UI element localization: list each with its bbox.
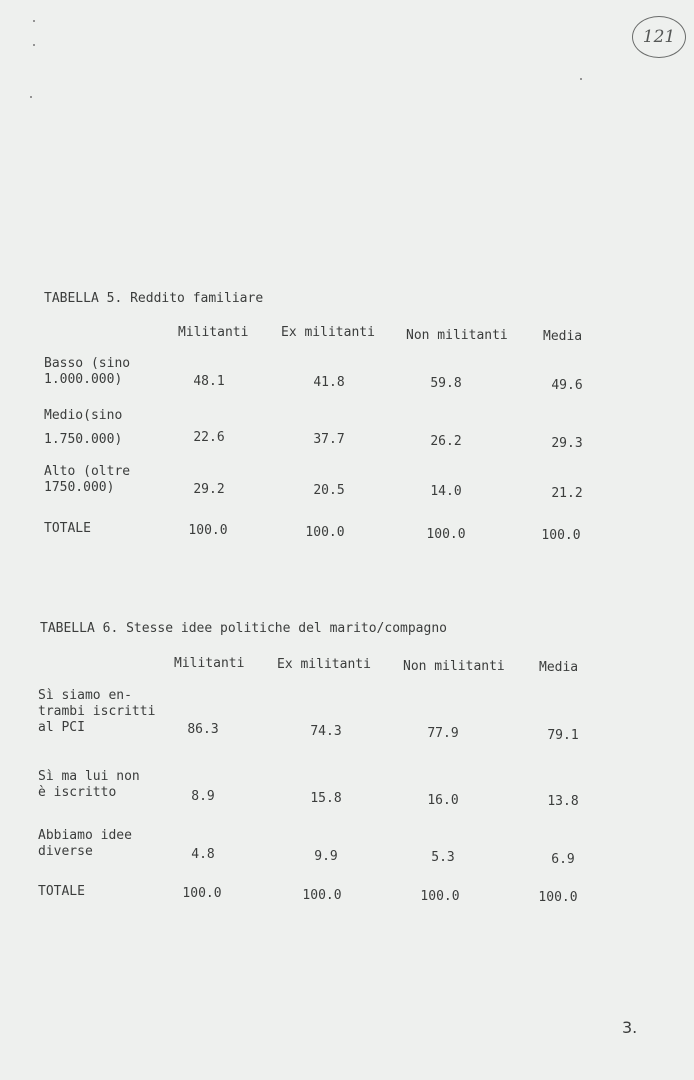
page-number: 3.: [622, 1018, 638, 1037]
table6-header-media: Media: [539, 660, 579, 675]
table5-row-label-basso: Basso (sino 1.000.000): [44, 356, 131, 387]
table5-cell: 14.0: [430, 484, 462, 499]
table6-cell: 5.3: [431, 850, 455, 865]
table5-row-label-totale: TOTALE: [44, 521, 91, 536]
paper-speck: [580, 78, 582, 80]
table5-cell: 21.2: [551, 486, 583, 501]
table5-cell: 41.8: [313, 375, 345, 390]
table5-cell: 49.6: [551, 378, 583, 393]
table5-cell: 29.3: [551, 436, 583, 451]
table5-cell: 37.7: [313, 432, 345, 447]
page-stamp: 121: [632, 16, 686, 58]
table5-cell: 22.6: [193, 430, 225, 445]
table6-cell: 74.3: [310, 724, 342, 739]
table5-title: TABELLA 5. Reddito familiare: [44, 291, 264, 306]
table6-cell: 79.1: [547, 728, 579, 743]
table6-cell: 100.0: [182, 886, 222, 901]
table5-header-non-militanti: Non militanti: [406, 328, 508, 343]
table6-cell: 4.8: [191, 847, 215, 862]
table6-title: TABELLA 6. Stesse idee politiche del marito/compagno: [40, 621, 447, 636]
table6-cell: 13.8: [547, 794, 579, 809]
table5-row-label-medio: Medio(sino 1.750.000): [44, 408, 123, 447]
table6-header-ex-militanti: Ex militanti: [277, 657, 371, 672]
table5-header-militanti: Militanti: [178, 325, 249, 340]
table5-row-label-alto: Alto (oltre 1750.000): [44, 464, 131, 495]
table6-row-label-si-iscritti: Sì siamo en- trambi iscritti al PCI: [38, 688, 156, 735]
table6-cell: 86.3: [187, 722, 219, 737]
table6-cell: 100.0: [420, 889, 460, 904]
table5-cell: 100.0: [188, 523, 228, 538]
table6-cell: 77.9: [427, 726, 459, 741]
table5-cell: 26.2: [430, 434, 462, 449]
table5-cell: 29.2: [193, 482, 225, 497]
table5-cell: 100.0: [541, 528, 581, 543]
table6-cell: 100.0: [538, 890, 578, 905]
table6-cell: 8.9: [191, 789, 215, 804]
table6-cell: 15.8: [310, 791, 342, 806]
table5-cell: 20.5: [313, 483, 345, 498]
table6-header-non-militanti: Non militanti: [403, 659, 505, 674]
table6-cell: 16.0: [427, 793, 459, 808]
table6-cell: 100.0: [302, 888, 342, 903]
paper-speck: [33, 20, 35, 22]
table6-row-label-idee-diverse: Abbiamo idee diverse: [38, 828, 132, 859]
paper-speck: [30, 96, 32, 98]
table6-row-label-si-non-iscritto: Sì ma lui non è iscritto: [38, 769, 140, 800]
table6-cell: 6.9: [551, 852, 575, 867]
table5-cell: 100.0: [426, 527, 466, 542]
table5-cell: 48.1: [193, 374, 225, 389]
table6-cell: 9.9: [314, 849, 338, 864]
table5-header-ex-militanti: Ex militanti: [281, 325, 375, 340]
table5-cell: 100.0: [305, 525, 345, 540]
table5-header-media: Media: [543, 329, 583, 344]
table6-header-militanti: Militanti: [174, 656, 245, 671]
table6-row-label-totale: TOTALE: [38, 884, 85, 899]
table5-cell: 59.8: [430, 376, 462, 391]
paper-speck: [33, 44, 35, 46]
